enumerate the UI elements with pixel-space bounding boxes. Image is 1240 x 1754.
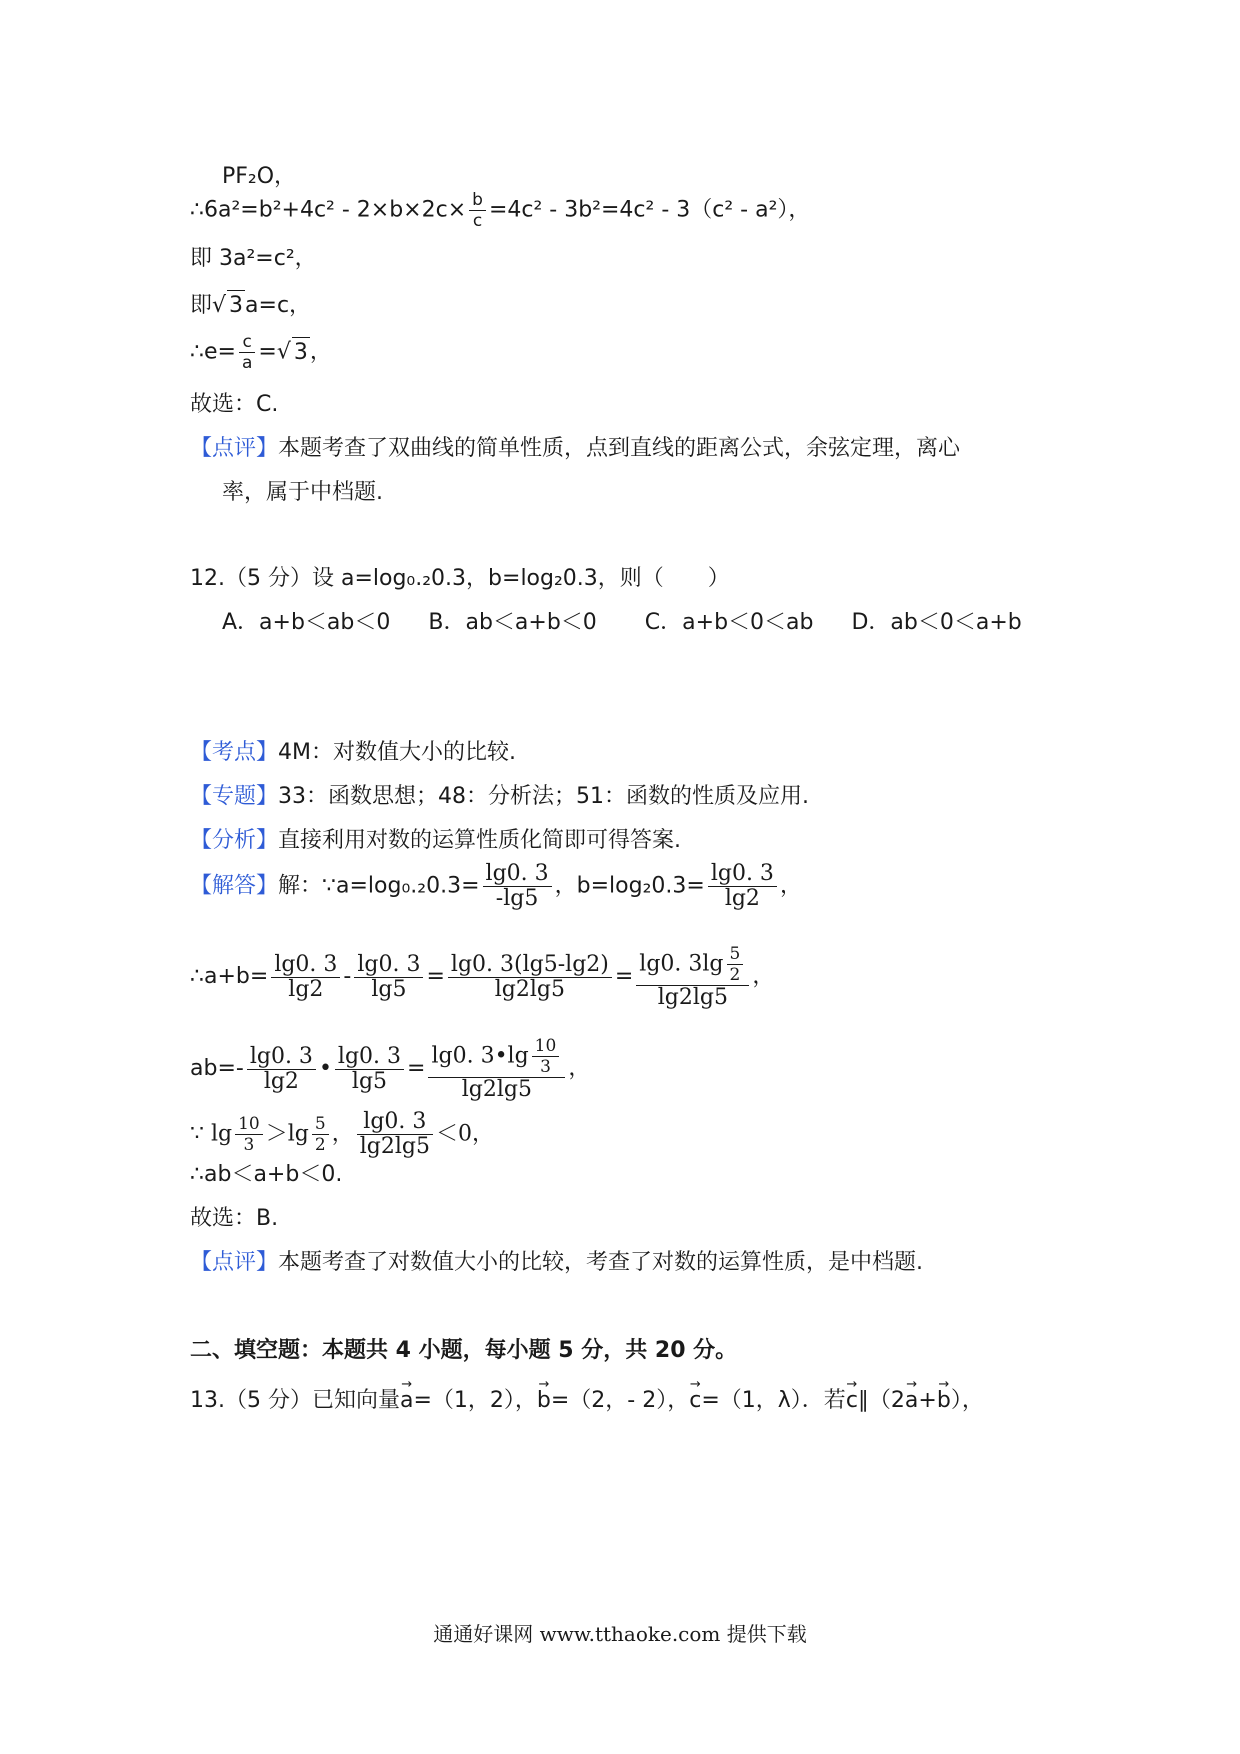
equation-text: ， (331, 1121, 354, 1147)
operator: = (426, 964, 445, 989)
equation-text: ， (309, 339, 332, 365)
radical-sign: √ (276, 339, 291, 365)
numerator: lg0. 3(lg5-lg2) (448, 953, 612, 978)
numerator: lg0. 3 (354, 953, 423, 978)
numerator: b (469, 190, 486, 211)
question-text: + (918, 1388, 937, 1413)
numerator: lg0. 3 (335, 1045, 404, 1070)
comment-tag: 【点评】 (190, 436, 279, 461)
radicand: 3 (227, 290, 245, 321)
equation-line (190, 1036, 590, 1102)
fraction (428, 1036, 565, 1102)
equation-text: ∴e= (190, 339, 236, 365)
fraction (239, 332, 255, 373)
denominator: lg2lg5 (461, 1077, 532, 1102)
zhuanti-tag: 【专题】 (190, 784, 279, 809)
fenxi-tag: 【分析】 (190, 828, 279, 853)
equation-text: 即 (190, 293, 213, 318)
equation-text: ， (752, 964, 775, 989)
denominator: 3 (243, 1135, 255, 1155)
denominator: lg5 (351, 1068, 388, 1094)
numerator-text: lg0. 3•lg (431, 1043, 529, 1069)
numerator: 10 (532, 1036, 560, 1057)
comment-line (190, 434, 960, 464)
zhuanti-text: 33：函数思想；48：分析法；51：函数的性质及应用. (278, 784, 809, 809)
option-d: D．ab＜0＜a+b (851, 610, 1022, 635)
page-footer: 通通好课网 www.tthaoke.com 提供下载 (433, 1622, 807, 1646)
fraction (354, 953, 423, 1002)
comment-text: 本题考查了双曲线的简单性质，点到直线的距离公式，余弦定理，离心 (278, 436, 961, 461)
vector-b: → b (937, 1386, 951, 1416)
radical-sign: √ (212, 293, 227, 318)
option-b: B．ab＜a+b＜0 (428, 610, 597, 635)
section-title: 二、填空题：本题共 4 小题，每小题 5 分，共 20 分。 (190, 1338, 738, 1363)
numerator: lg0. 3 (483, 862, 552, 887)
equation-line (190, 190, 810, 231)
numerator: lg0. 3 (708, 862, 777, 887)
text-line: PF₂O， (222, 164, 297, 189)
jieda-line (190, 862, 802, 911)
denominator: c (472, 211, 483, 231)
equation-text: ∴a+b= (190, 964, 269, 989)
numerator-text: lg0. 3lg (639, 951, 724, 977)
denominator: lg2 (724, 886, 760, 911)
denominator: 2 (314, 1135, 326, 1155)
operator: = (614, 964, 634, 989)
numerator (636, 944, 749, 986)
option-c: C．a+b＜0＜ab (644, 610, 814, 635)
inner-fraction (532, 1036, 560, 1077)
fraction (448, 953, 612, 1002)
numerator: lg0. 3 (271, 953, 340, 978)
jieda-text: ， (779, 873, 802, 899)
jieda-text: 解：∵a=log₀.₂0.3= (278, 873, 480, 899)
fraction (271, 953, 340, 1002)
numerator: lg0. 3 (357, 1110, 433, 1135)
jieda-text: ，b=log₂0.3= (554, 873, 705, 899)
option-a: A．a+b＜ab＜0 (222, 610, 391, 635)
equation-text: a=c， (245, 293, 312, 318)
equation-line (190, 290, 311, 321)
denominator: lg2 (288, 976, 324, 1002)
fraction (636, 944, 749, 1010)
comment-line: 率，属于中档题. (222, 480, 383, 505)
operator: • (318, 1056, 332, 1081)
numerator (428, 1036, 565, 1078)
inner-fraction (727, 944, 744, 985)
numerator: 10 (235, 1114, 263, 1135)
equation-text: ＜0， (435, 1121, 494, 1147)
text-line: 故选：B. (190, 1206, 279, 1231)
denominator: lg2lg5 (657, 985, 728, 1010)
denominator: -lg5 (495, 886, 539, 911)
denominator: lg2lg5 (359, 1134, 430, 1159)
denominator: 2 (729, 965, 741, 985)
operator: = (407, 1056, 426, 1081)
question-text: 13.（5 分）已知向量 (190, 1388, 400, 1413)
denominator: lg2 (263, 1068, 299, 1094)
text-line: 即 3a²=c²， (190, 246, 317, 271)
fraction (247, 1045, 316, 1094)
options-row (222, 608, 1022, 638)
jieda-tag: 【解答】 (190, 873, 279, 899)
text-line: ∴ab＜a+b＜0. (190, 1162, 343, 1187)
equation-line (190, 332, 332, 373)
vector-c: → c (689, 1386, 701, 1416)
numerator: lg0. 3 (247, 1045, 316, 1070)
dianping-line (190, 1248, 923, 1278)
numerator: c (239, 332, 255, 353)
zhuanti-line (190, 782, 809, 812)
question-text: =（1，λ）．若 (701, 1388, 846, 1413)
denominator: a (241, 353, 253, 373)
denominator: lg5 (371, 976, 407, 1002)
vector-a: → a (905, 1386, 918, 1416)
question-text: ∥（2 (857, 1388, 905, 1413)
vector-a: → a (400, 1386, 413, 1416)
vector-c: → c (846, 1386, 858, 1416)
equation-text: ＞lg (265, 1121, 309, 1147)
kaodian-tag: 【考点】 (190, 740, 279, 765)
operator: - (343, 964, 352, 989)
fraction (708, 862, 777, 911)
radicand: 3 (292, 337, 310, 368)
vector-b: → b (537, 1386, 551, 1416)
kaodian-text: 4M：对数值大小的比较. (278, 740, 516, 765)
fenxi-text: 直接利用对数的运算性质化简即可得答案. (278, 828, 682, 853)
dianping-tag: 【点评】 (190, 1250, 279, 1275)
fraction (312, 1114, 329, 1155)
equation-line (190, 944, 774, 1010)
fraction (483, 862, 552, 911)
equation-text: ， (568, 1056, 591, 1081)
equation-text: ab=- (190, 1056, 244, 1081)
kaodian-line (190, 738, 516, 768)
denominator: lg2lg5 (494, 976, 565, 1002)
equation-line (190, 1110, 494, 1159)
fenxi-line (190, 826, 681, 856)
equation-text: = (258, 339, 277, 365)
equation-text: ∴6a²=b²+4c² - 2×b×2c× (190, 197, 467, 223)
numerator: 5 (312, 1114, 329, 1135)
fraction (235, 1114, 263, 1155)
dianping-text: 本题考查了对数值大小的比较，考查了对数的运算性质，是中档题. (278, 1250, 924, 1275)
question-stem: 12.（5 分）设 a=log₀.₂0.3，b=log₂0.3，则（ ） (190, 566, 730, 591)
equation-text: =4c² - 3b²=4c² - 3（c² - a²）， (488, 197, 811, 223)
numerator: 5 (727, 944, 744, 965)
fraction (335, 1045, 404, 1094)
question-text: ）， (950, 1388, 984, 1413)
equation-text: ∵ lg (190, 1121, 233, 1147)
question-stem (190, 1386, 984, 1416)
denominator: 3 (540, 1057, 551, 1077)
question-text: =（2，- 2）， (550, 1388, 690, 1413)
fraction (357, 1110, 433, 1159)
text-line: 故选：C. (190, 392, 279, 417)
fraction (469, 190, 486, 231)
question-text: =（1，2）， (413, 1388, 537, 1413)
